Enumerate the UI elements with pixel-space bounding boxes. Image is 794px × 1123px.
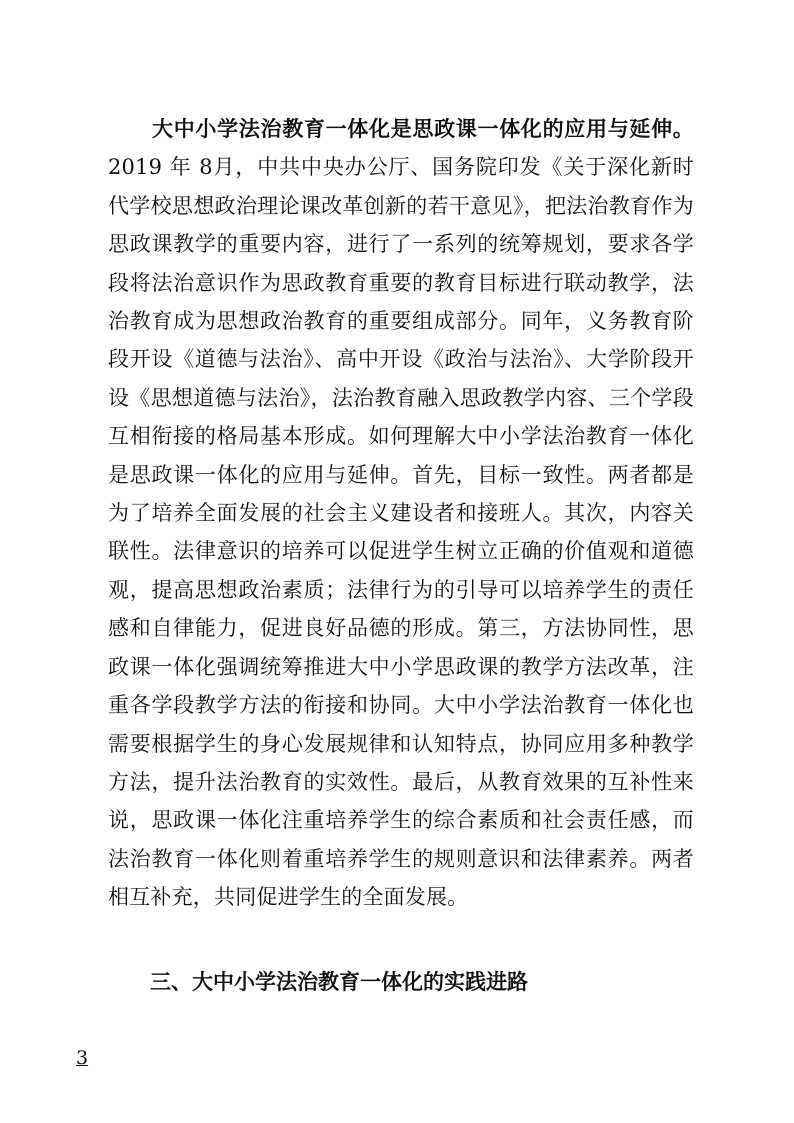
body-text: 2019 年 8月，中共中央办公厅、国务院印发《关于深化新时代学校思想政治理论课改革创新的若干意见》，把法治教育作为思政课教学的重要内容，进行了一系列的统筹规划，要求各学段将法治意识作为思政教育重要的教育目标进行联动教学，法治教育成为思想政治教育的重要组成部分。同年，义务教育阶段开设《道德与法治》、高中开设《政治与法治》、大学阶段开设《思想道德与法治》，法治教育融入思政教学内容、三个学段互相衔接的格局基本形成。如何理解大中小学法治教育一体化是思政课一体化的应用与延伸。首先，目标一致性。两者都是为了培养全面发展的社会主义建设者和接班人。其次，内容关联性。法律意识的培养可以促进学生树立正确的价值观和道德观，提高思想政治素质；法律行为的引导可以培养学生的责任感和自律能力，促进良好品德的形成。第三，方法协同性，思政课一体化强调统筹推进大中小学思政课的教学方法改革，注重各学段教学方法的衔接和协同。大中小学法治教育一体化也需要根据学生的身心发展规律和认知特点，协同应用多种教学方法，提升法治教育的实效性。最后，从教育效果的互补性来说，思政课一体化注重培养学生的综合素质和社会责任感，而法治教育一体化则着重培养学生的规则意识和法律素养。两者相互补充，共同促进学生的全面发展。: [108, 155, 694, 910]
body-paragraph: [108, 110, 694, 917]
lead-sentence: 大中小学法治教育一体化是思政课一体化的应用与延伸。: [152, 116, 694, 141]
section-heading: 三、大中小学法治教育一体化的实践进路: [150, 969, 528, 994]
page-number: 3: [76, 1047, 89, 1069]
